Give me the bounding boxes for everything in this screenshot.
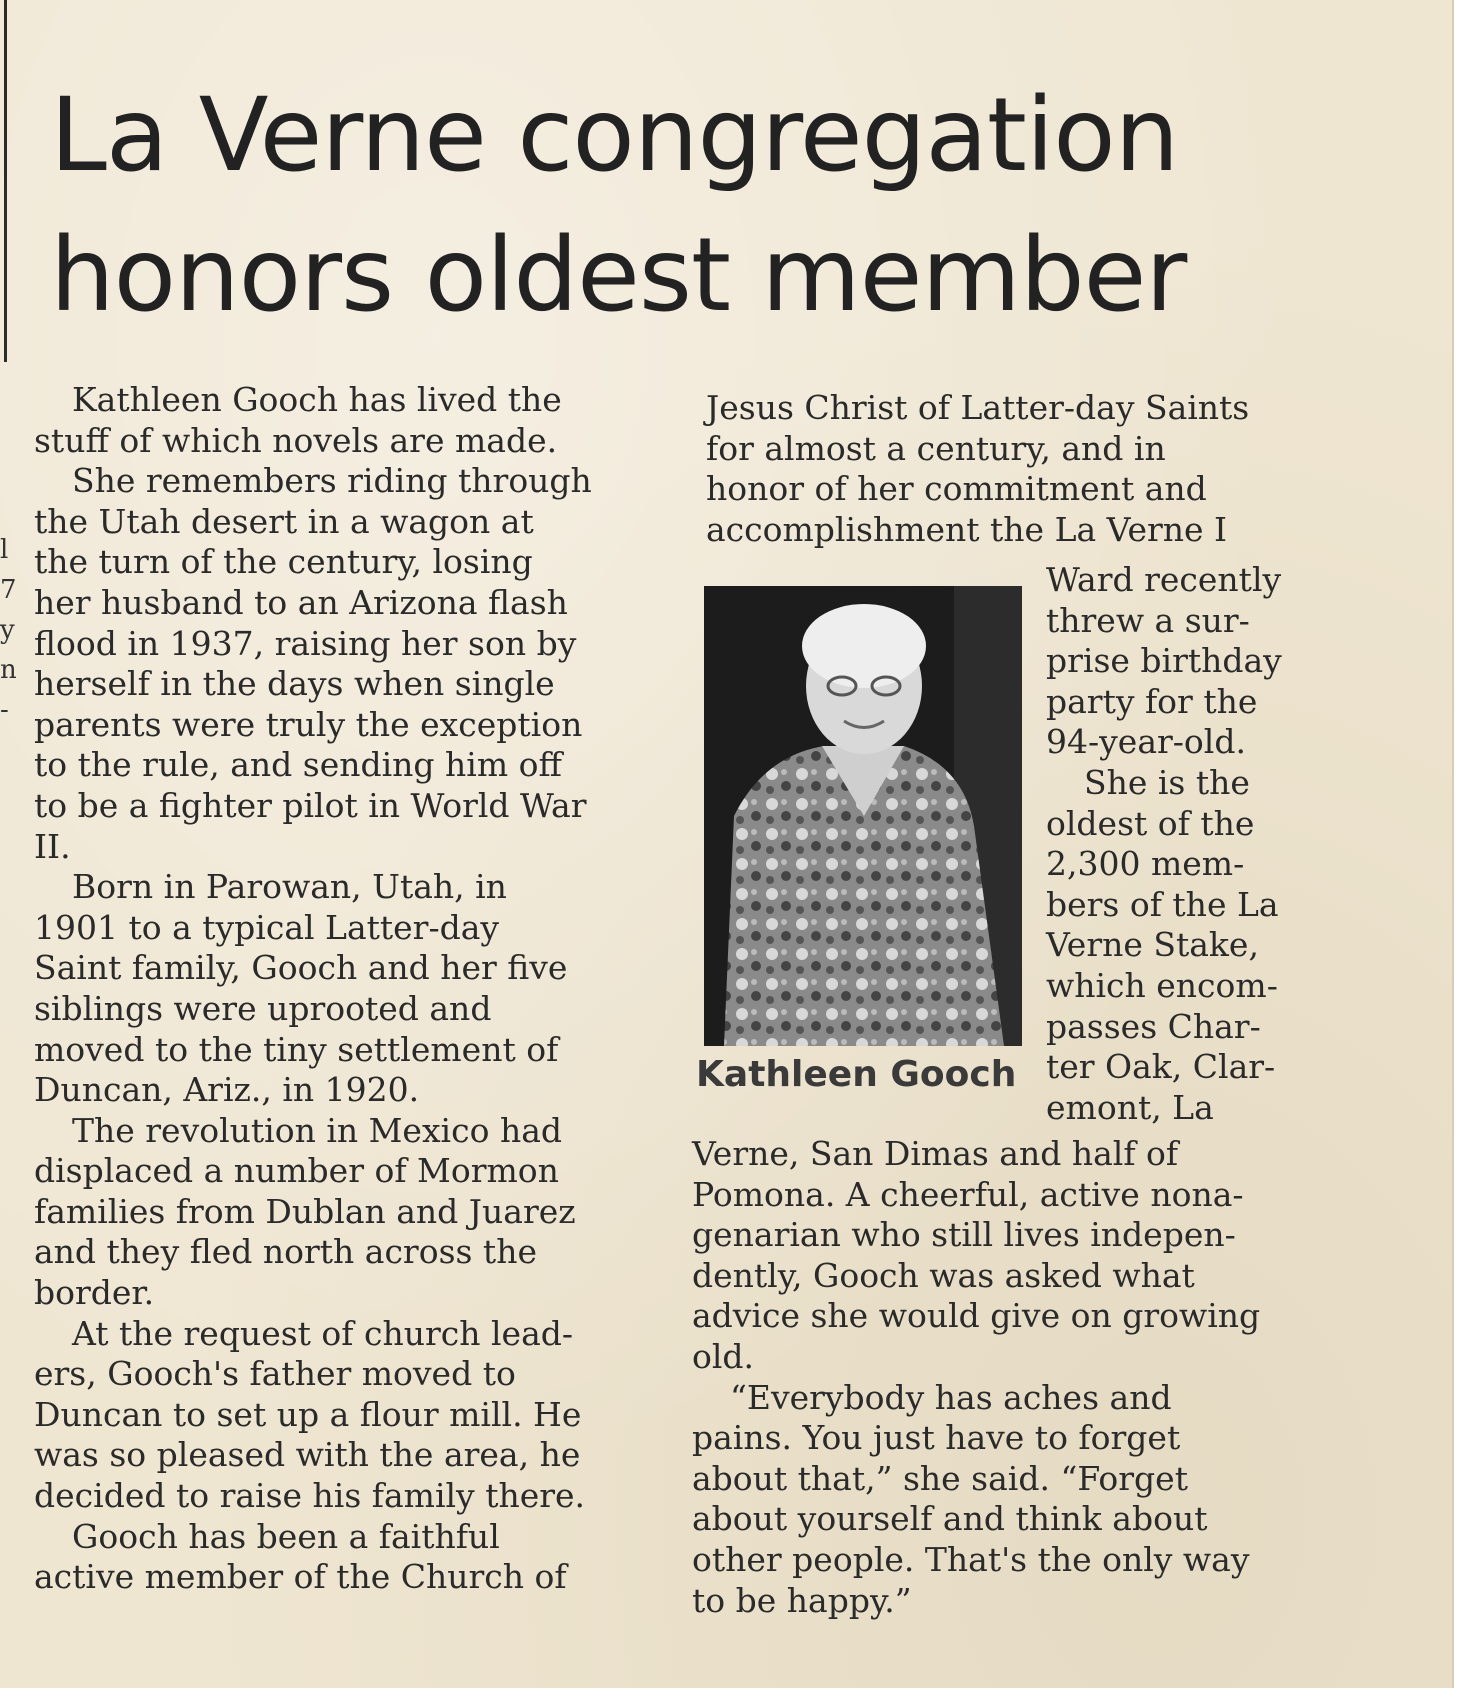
neighbor-fragment: 7 — [0, 575, 17, 605]
article-line: II. — [34, 826, 71, 866]
article-line: pains. You just have to forget — [692, 1418, 1181, 1458]
article-line: parents were truly the exception — [34, 704, 583, 744]
portrait-photo — [704, 586, 1022, 1046]
article-line: emont, La — [1046, 1087, 1214, 1127]
article-line: The revolution in Mexico had — [72, 1110, 563, 1150]
article-line: other people. That's the only way — [692, 1539, 1250, 1579]
article-line: She remembers riding through — [72, 461, 592, 501]
article-line: She is the — [1084, 762, 1250, 802]
article-line: ter Oak, Clar- — [1046, 1047, 1276, 1087]
article-line: moved to the tiny settlement of — [34, 1029, 559, 1069]
article-line: Pomona. A cheerful, active nona- — [692, 1174, 1244, 1214]
article-line: displaced a number of Mormon — [34, 1151, 559, 1191]
headline — [50, 66, 1380, 346]
neighbor-fragment: - — [0, 695, 9, 725]
article-line: Verne Stake, — [1046, 925, 1259, 965]
article-line: bers of the La — [1046, 884, 1279, 924]
article-line: Jesus Christ of Latter-day Saints — [706, 388, 1250, 427]
article-line: stuff of which novels are made. — [34, 420, 558, 460]
column-rule — [4, 0, 7, 362]
article-line: 1901 to a typical Latter-day — [34, 907, 500, 947]
article-line: Duncan, Ariz., in 1920. — [34, 1070, 420, 1110]
article-line: At the request of church lead- — [72, 1313, 574, 1353]
article-line: herself in the days when single — [34, 664, 555, 704]
article-line: threw a sur- — [1046, 600, 1250, 640]
article-line: Kathleen Gooch has lived the — [72, 380, 562, 419]
article-column-left — [34, 380, 674, 1598]
article-line: families from Dublan and Juarez — [34, 1191, 576, 1231]
article-line: old. — [692, 1336, 755, 1376]
portrait-image — [704, 586, 1022, 1046]
article-line: about yourself and think about — [692, 1499, 1208, 1539]
article-line: accomplishment the La Verne I — [706, 509, 1228, 549]
article-line: dently, Gooch was asked what — [692, 1255, 1195, 1295]
article-line: about that,” she said. “Forget — [692, 1458, 1188, 1498]
neighbor-fragment: y — [0, 615, 15, 645]
article-line: Ward recently — [1046, 560, 1282, 599]
article-column-right-top — [706, 388, 1346, 550]
article-line: to the rule, and sending him off — [34, 745, 562, 785]
neighbor-column-fragments — [0, 530, 17, 730]
article-line: party for the — [1046, 681, 1258, 721]
article-line: prise birthday — [1046, 641, 1282, 681]
photo-caption: Kathleen Gooch — [696, 1054, 1017, 1095]
article-line: “Everybody has aches and — [730, 1377, 1172, 1417]
article-line: for almost a century, and in — [706, 428, 1166, 468]
article-line: siblings were uprooted and — [34, 988, 492, 1028]
article-line: 94-year-old. — [1046, 722, 1246, 762]
article-line: to be a fighter pilot in World War — [34, 785, 587, 825]
article-column-right-wrap — [1046, 560, 1366, 1128]
article-line: the Utah desert in a wagon at — [34, 501, 534, 541]
article-line: Born in Parowan, Utah, in — [72, 867, 507, 907]
article-line: flood in 1937, raising her son by — [34, 623, 577, 663]
article-line: genarian who still lives indepen- — [692, 1215, 1236, 1255]
headline-line-2: honors oldest member — [50, 216, 1187, 335]
article-line: Duncan to set up a flour mill. He — [34, 1394, 582, 1434]
article-line: and they fled north across the — [34, 1232, 537, 1272]
article-line: Verne, San Dimas and half of — [692, 1134, 1179, 1173]
article-line: ers, Gooch's father moved to — [34, 1354, 516, 1394]
article-line: which encom- — [1046, 965, 1278, 1005]
article-line: advice she would give on growing — [692, 1296, 1261, 1336]
article-column-right-bottom — [692, 1134, 1352, 1621]
article-line: passes Char- — [1046, 1006, 1261, 1046]
article-line: her husband to an Arizona flash — [34, 582, 568, 622]
article-line: the turn of the century, losing — [34, 542, 533, 582]
article-line: active member of the Church of — [34, 1557, 567, 1597]
neighbor-fragment: n — [0, 655, 17, 685]
article-line: 2,300 mem- — [1046, 844, 1245, 884]
article-line: Gooch has been a faithful — [72, 1516, 500, 1556]
article-line: oldest of the — [1046, 803, 1255, 843]
article-line: decided to raise his family there. — [34, 1476, 586, 1516]
headline-line-1: La Verne congregation — [50, 76, 1179, 195]
article-line: honor of her commitment and — [706, 469, 1207, 509]
article-line: Saint family, Gooch and her five — [34, 948, 568, 988]
article-line: border. — [34, 1273, 155, 1313]
neighbor-fragment: l — [0, 535, 9, 565]
article-line: to be happy.” — [692, 1580, 912, 1620]
article-line: was so pleased with the area, he — [34, 1435, 581, 1475]
